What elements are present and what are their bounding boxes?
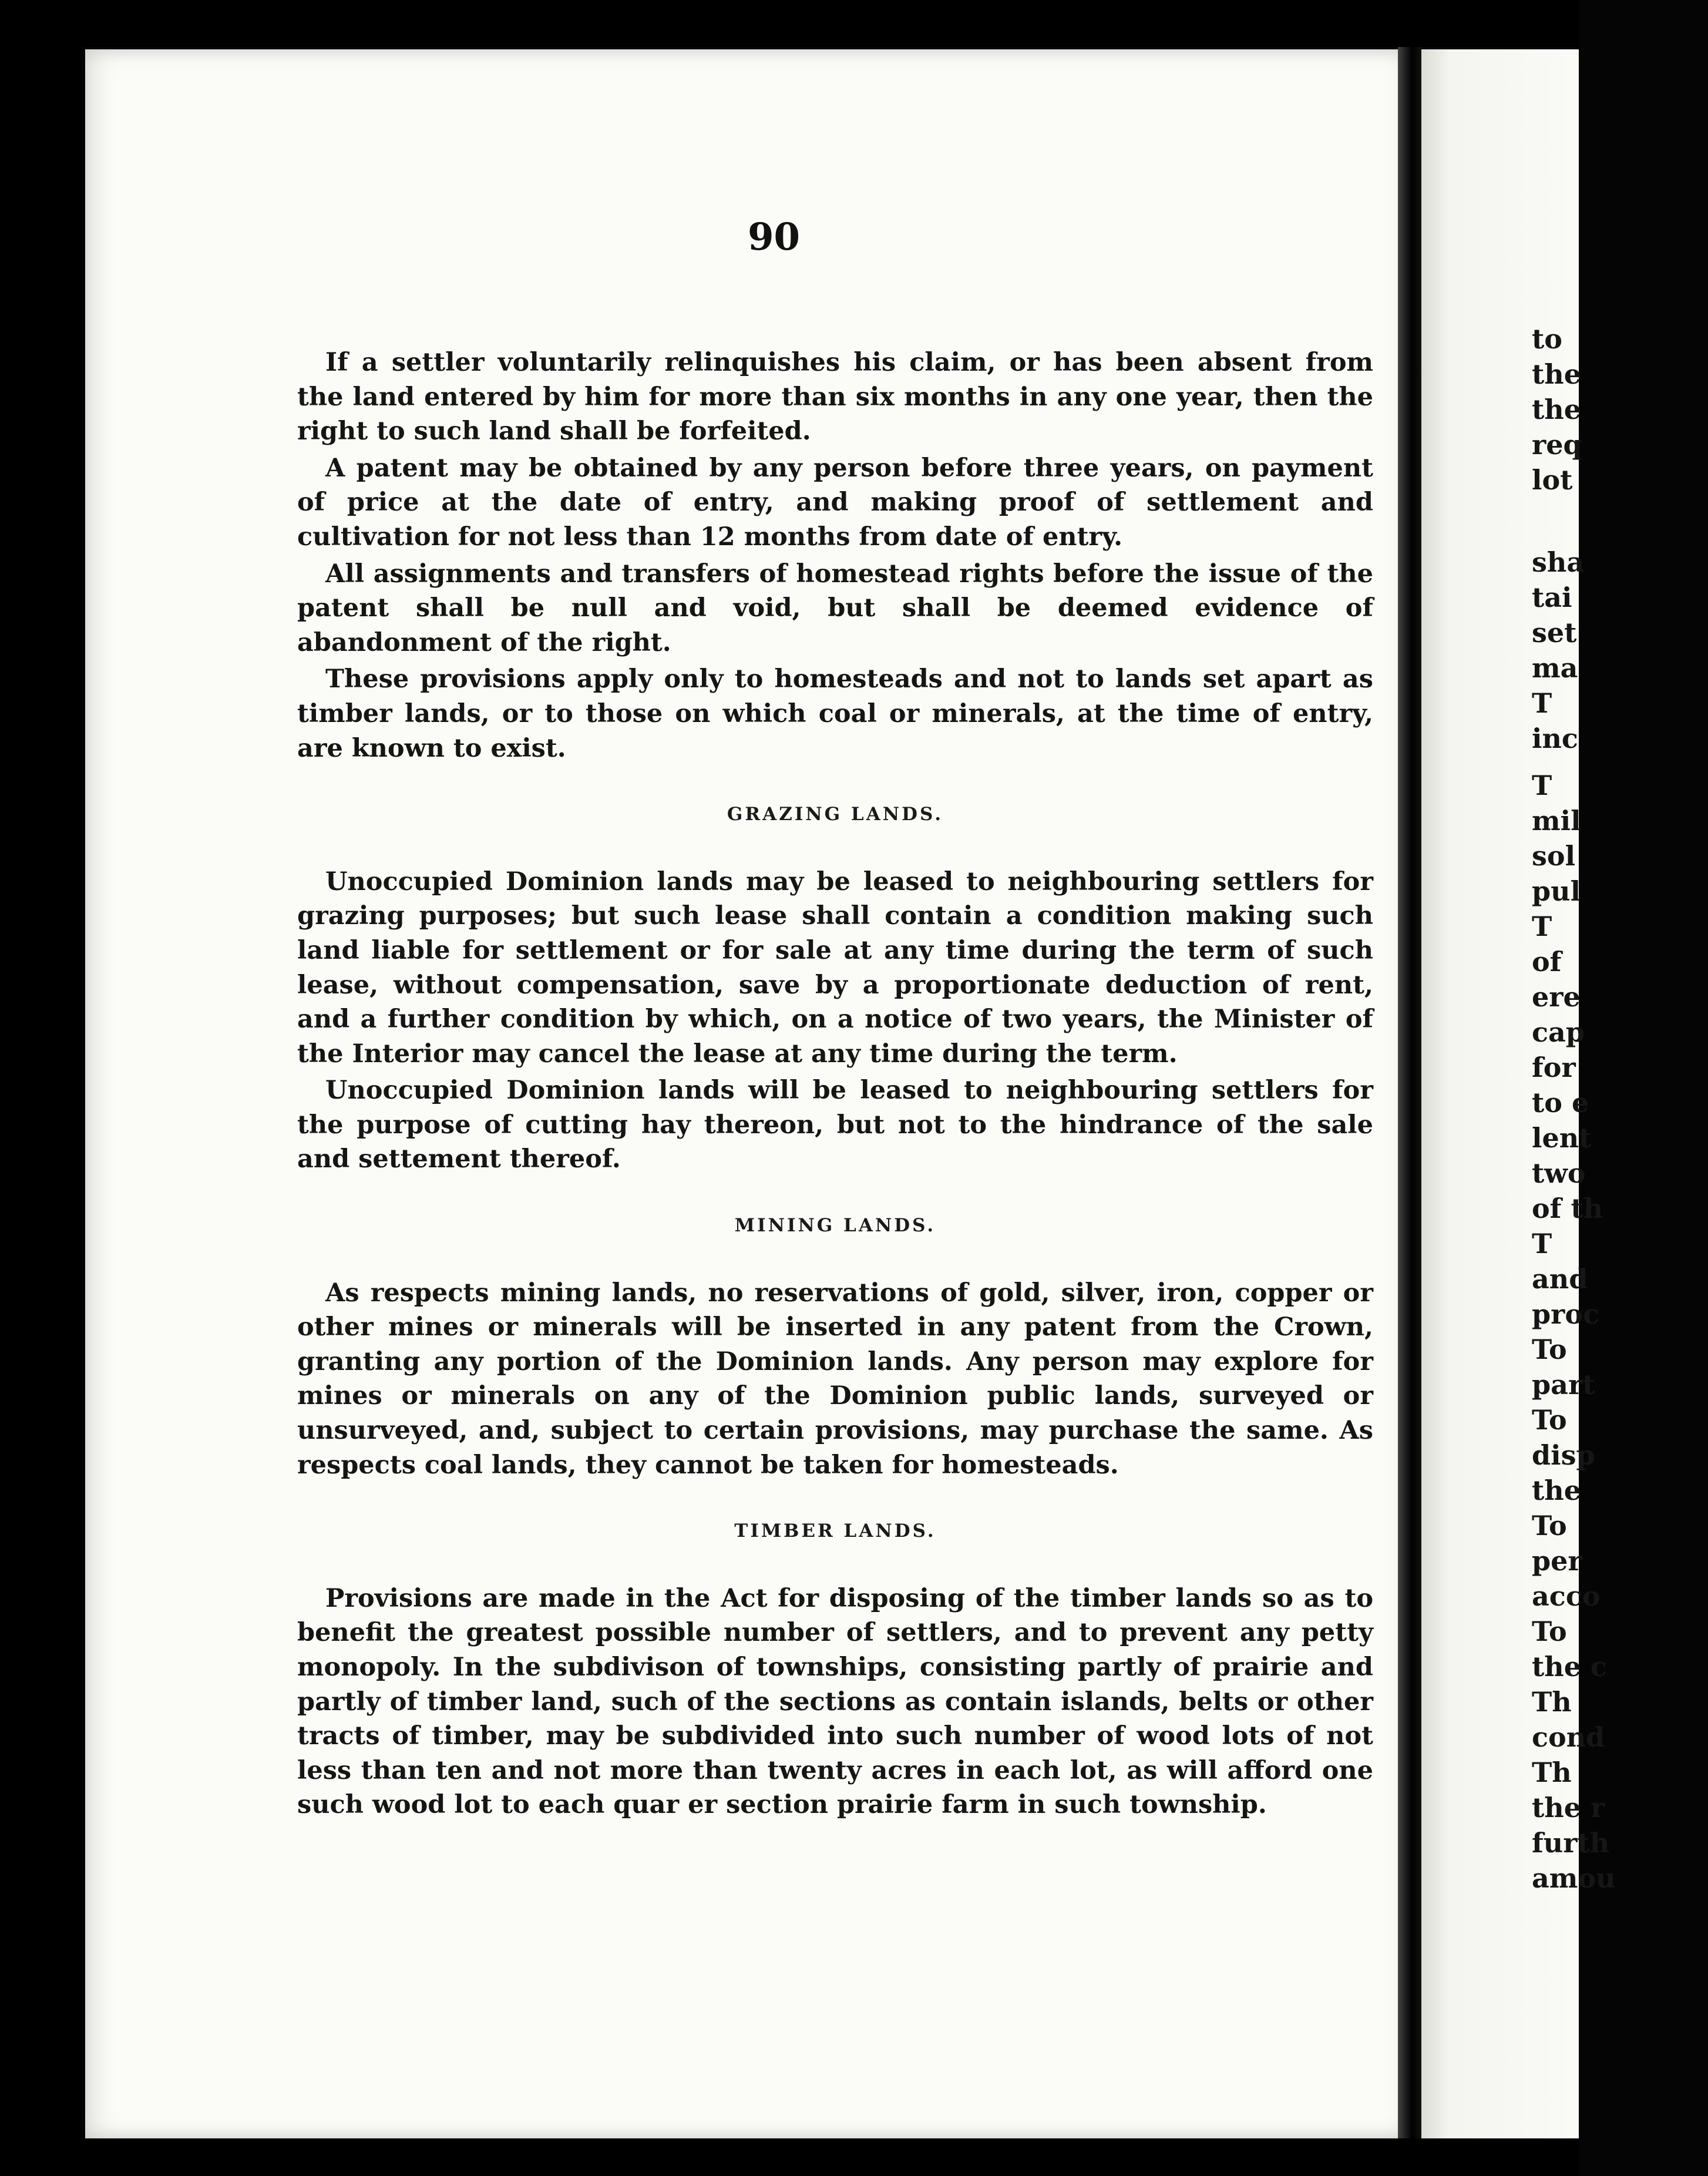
- section-heading-grazing: GRAZING LANDS.: [727, 804, 944, 825]
- facing-page-fragment: set: [1532, 617, 1577, 649]
- facing-page-fragment: To: [1532, 1334, 1567, 1365]
- facing-page-fragment: Th: [1532, 1757, 1572, 1788]
- facing-page-fragment: to e: [1532, 1087, 1589, 1119]
- facing-page-fragment: To: [1532, 1616, 1567, 1647]
- facing-page-fragment: per: [1532, 1545, 1582, 1577]
- facing-page-fragment: T: [1532, 911, 1552, 942]
- facing-page-fragment: ere: [1532, 981, 1581, 1013]
- page-body: [297, 345, 1373, 1822]
- facing-page-fragment: req: [1532, 429, 1582, 461]
- paragraph: Unoccupied Dominion lands will be leased to neighbouring settlers for the purpose of cutting hay thereon, but not to the hindrance of the sale and settement thereof.: [297, 1076, 1373, 1174]
- facing-page-fragment: T: [1532, 770, 1552, 801]
- scan-border-left: [0, 0, 82, 2176]
- facing-page-fragment: cap: [1532, 1016, 1585, 1048]
- facing-page-fragment: mil: [1532, 805, 1581, 837]
- facing-page-fragment: ma: [1532, 652, 1578, 684]
- paragraph: A patent may be obtained by any person before three years, on payment of price at the date of entry, and making proof of settlement and cultivation for not less than 12 months from date of entry.: [297, 453, 1373, 552]
- paragraph: Unoccupied Dominion lands may be leased to neighbouring settlers for grazing purposes; but such lease shall contain a condition making such land liable for settlement or for sale at any time during the term of such lease, without compensation, save by a proportionate deduction of rent, and a further condition by which, on a notice of two years, the Minister of the Interior may cancel the lease at any time during the term.: [297, 867, 1373, 1069]
- facing-page-edge: [1421, 49, 1616, 2138]
- facing-page-fragment: to: [1532, 323, 1562, 355]
- facing-page-fragment: Th: [1532, 1686, 1572, 1718]
- book-gutter: [1398, 47, 1421, 2138]
- facing-page-fragment: acco: [1532, 1580, 1601, 1612]
- paragraph: These provisions apply only to homesteads and not to lands set apart as timber lands, or to those on which coal or minerals, at the time of entry, are known to exist.: [297, 664, 1373, 763]
- facing-page-fragment: T: [1532, 1228, 1552, 1260]
- facing-page-fragment: two: [1532, 1157, 1586, 1189]
- facing-page-fragment: the r: [1532, 1792, 1605, 1824]
- facing-page-fragment: the: [1532, 1475, 1581, 1506]
- facing-page-fragment: proc: [1532, 1298, 1600, 1330]
- facing-page-fragment: inc: [1532, 723, 1578, 754]
- facing-page-fragment: lot: [1532, 464, 1573, 496]
- facing-page-fragment: To: [1532, 1510, 1567, 1542]
- facing-page-fragment: the c: [1532, 1651, 1607, 1683]
- facing-page-fragment: amou: [1532, 1862, 1616, 1894]
- facing-page-fragment: To: [1532, 1404, 1567, 1436]
- facing-page-fragment: part: [1532, 1369, 1595, 1401]
- facing-page-fragment: of th: [1532, 1193, 1603, 1224]
- document-page: [85, 49, 1410, 2138]
- facing-page-fragment: cond: [1532, 1721, 1605, 1753]
- facing-page-fragment: and: [1532, 1263, 1588, 1295]
- facing-page-fragment: the: [1532, 394, 1581, 425]
- facing-page-fragment: disp: [1532, 1439, 1595, 1471]
- facing-page-fragment: tai: [1532, 582, 1572, 613]
- facing-page-fragment: furth: [1532, 1827, 1610, 1859]
- section-heading-timber: TIMBER LANDS.: [734, 1520, 936, 1542]
- scan-border-bottom: [0, 2138, 1579, 2176]
- facing-page-fragment: of: [1532, 946, 1562, 978]
- paragraph: If a settler voluntarily relinquishes his claim, or has been absent from the land entered by him for more than six months in any one year, then the right to such land shall be forfeited.: [297, 348, 1373, 446]
- facing-page-fragment: sol: [1532, 840, 1576, 872]
- section-heading-mining: MINING LANDS.: [734, 1215, 936, 1237]
- page-number: 90: [747, 215, 801, 259]
- facing-page-fragment: the: [1532, 358, 1581, 390]
- facing-page-fragment: pul: [1532, 875, 1581, 907]
- facing-page-fragment: lent: [1532, 1122, 1592, 1154]
- facing-page-fragment: T: [1532, 687, 1552, 719]
- facing-page-fragment: for: [1532, 1052, 1576, 1083]
- paragraph: All assignments and transfers of homestead rights before the issue of the patent shall be null and void, but shall be deemed evidence of abandonment of the right.: [297, 559, 1373, 657]
- paragraph: Provisions are made in the Act for disposing of the timber lands so as to benefit the greatest possible number of settlers, and to prevent any petty monopoly. In the subdivison of townships, consisting partly of prairie and partly of timber land, such of the sections as contain islands, belts or other tracts of timber, may be subdivided into such number of wood lots of not less than ten and not more than twenty acres in each lot, as will afford one such wood lot to each quar er section prairie farm in such township.: [297, 1583, 1373, 1820]
- facing-page-fragment: sha: [1532, 546, 1585, 578]
- scan-border-top: [0, 0, 1579, 47]
- paragraph: As respects mining lands, no reservations of gold, silver, iron, copper or other mines or minerals will be inserted in any patent from the Crown, granting any portion of the Dominion lands. Any person may explore for mines or minerals on any of the Dominion public lands, surveyed or unsurveyed, and, subject to certain provisions, may purchase the same. As respects coal lands, they cannot be taken for homesteads.: [297, 1278, 1373, 1480]
